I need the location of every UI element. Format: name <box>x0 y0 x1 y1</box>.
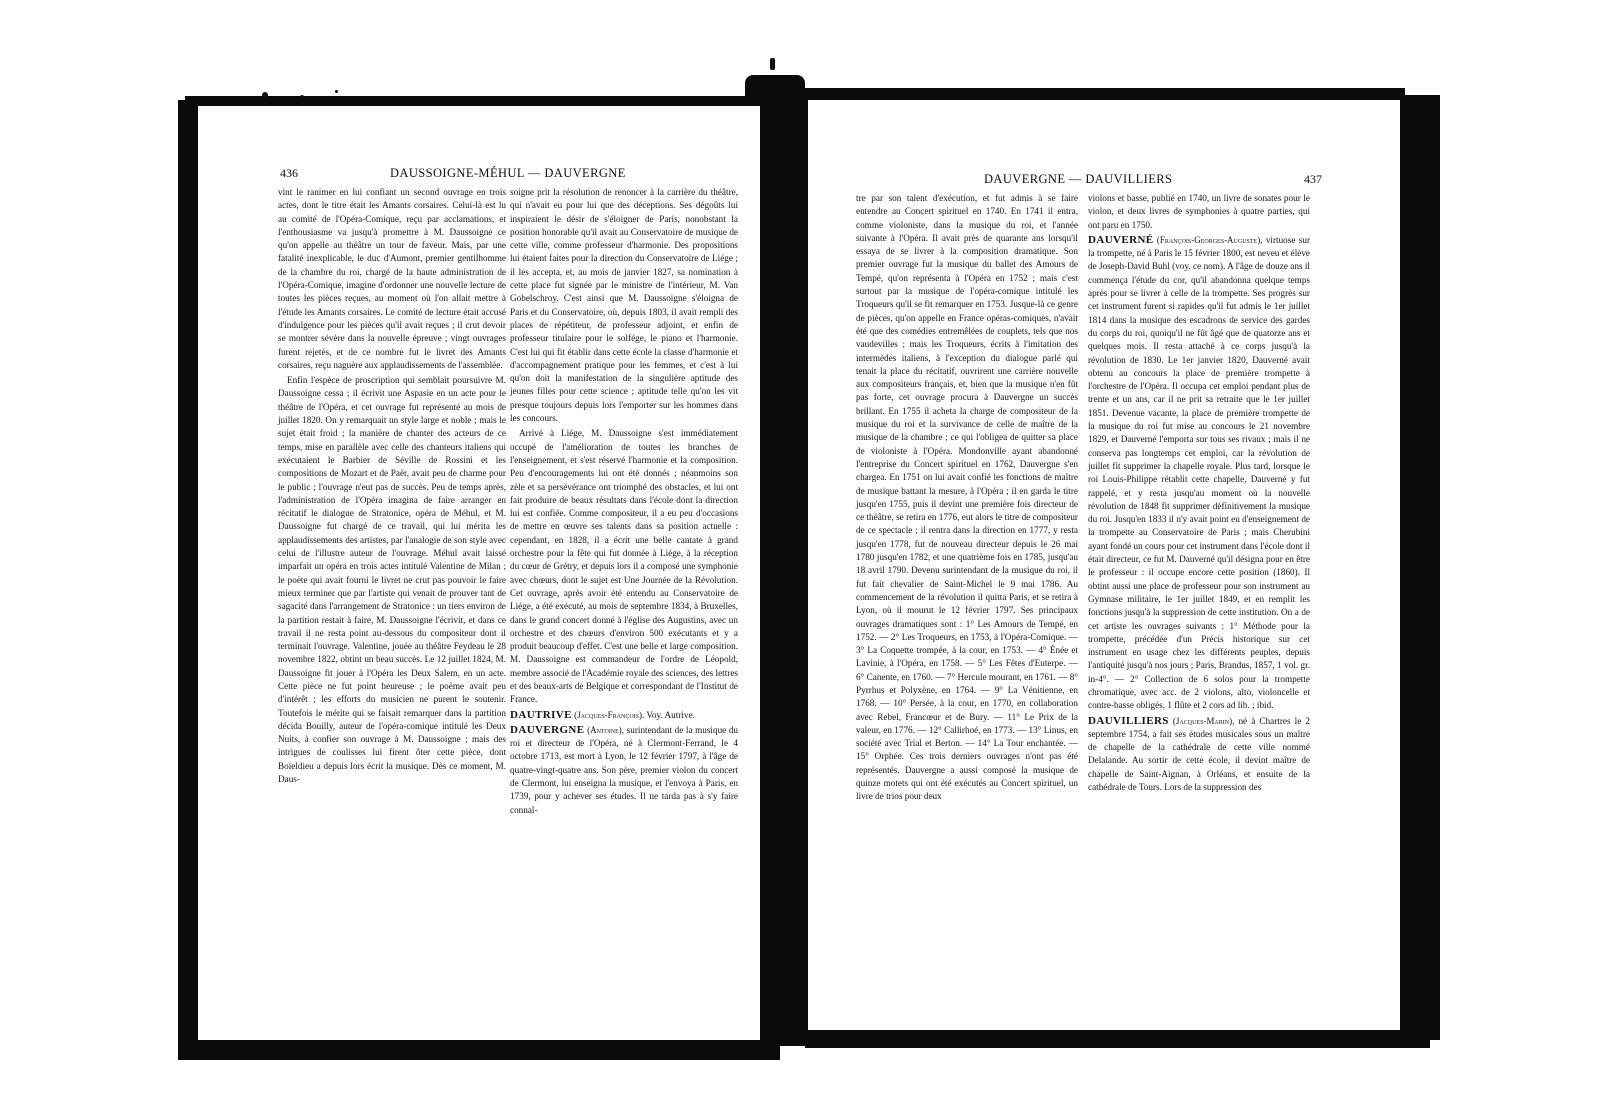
headword: DAUTRIVE <box>510 708 572 721</box>
scan-speck <box>262 92 268 98</box>
scan-edge-left-bottom <box>185 1040 780 1060</box>
scan-speck <box>770 58 775 70</box>
scan-speck <box>300 95 304 99</box>
paragraph: violons et basse, publié en 1740, un livre de sonates pour le violon, et deux livres de symphonies à quatre parties, qui ont paru en 1750. <box>1088 193 1310 230</box>
entry-names: (Antoine), <box>587 724 625 735</box>
right-page-column-2 <box>1088 192 1310 1022</box>
page-number-left: 436 <box>280 166 298 180</box>
paragraph: Enfin l'espèce de proscription qui semblait poursuivre M. Daussoigne cessa ; il écrivit une Aspasie en un acte pour le théâtre de l'Opéra, et cet ouvrage fut représenté au mois de juillet 1820. On y remarquait un style large et noble ; mais le sujet était froid ; la manière de chanter des acteurs de ce temps, mise en parallèle avec celle des chanteurs italiens qui exécutaient le Barbier de Séville de Rossini et les compositions de Mozart et de Paër, avait peu de charme pour le public ; l'ouvrage n'eut pas de succès. Peu de temps après, l'administration de l'Opéra imagina de faire arranger en récitatif le dialogue de Stratonice, opéra de Méhul, et M. Daussoigne fut chargé de ce travail, qui lui mérita les applaudissements des artistes, par l'analogie de son style avec celui de l'illustre auteur de l'ouvrage. Méhul avait laissé imparfait un opéra en trois actes intitulé Valentine de Milan ; le poëte qui avait fourni le livret ne crut pas pouvoir le faire mieux terminer que par l'artiste qui venait de prouver tant de sagacité dans l'arrangement de Stratonice : un tiers environ de la partition restait à faire, M. Daussoigne l'écrivit, et dans ce travail il ne resta point au-dessous du compositeur dont il terminait l'ouvrage. Valentine, jouée au théâtre Feydeau le 28 novembre 1822, obtint un beau succès. Le 12 juillet 1824, M. Daussoigne fit jouer à l'Opéra les Deux Salem, en un acte. Cette pièce ne fut point heureuse ; le poëme avait peu d'intérêt ; les efforts du musicien ne purent le soutenir. Toutefois le mérite qui se faisait remarquer dans la partition décida Bouilly, auteur de l'opéra-comique intitulé les Deux Nuits, à confier son ouvrage à M. Daussoigne ; mais des intrigues de coulisses lui firent ôter cette pièce, dont Boieldieu a depuis lors écrit la musique. Dès ce moment, M. Daus- <box>278 375 506 785</box>
paragraph: tre par son talent d'exécution, et fut admis à se faire entendre au Concert spirituel en 1740. En 1741 il entra, comme violoniste, dans la musique du roi, et l'année suivante à l'Opéra. Il avait près de quarante ans lorsqu'il essaya de se livrer à la composition dramatique. Son premier ouvrage fut la musique du ballet des Amours de Tempé, qu'on représenta à l'Opéra en 1752 ; mais c'est surtout par la musique de l'opéra-comique intitulé les Troqueurs qu'il se fit remarquer en 1753. Jusque-là ce genre de pièces, qu'on appelle en France opéras-comiques, n'avait été que des comédies entremêlées de couplets, tels que nos vaudevilles ; mais les Troqueurs, écrits à l'imitation des intermèdes italiens, à l'exception du dialogue parlé qui tenait la place du récitatif, ouvrirent une carrière nouvelle aux compositeurs français, et, bien que la musique n'en fût pas forte, cet ouvrage procura à Dauvergne un succès brillant. En 1755 il acheta la charge de compositeur de la musique du roi et la survivance de celle de maître de la musique de la chambre ; ce qui l'obligea de quitter sa place de violoniste à l'Opéra. Mondonville ayant abandonné l'entreprise du Concert spirituel en 1762, Dauvergne s'en chargea. En 1751 on lui avait confié les fonctions de maître de musique battant la mesure, à l'Opéra ; il en garda le titre jusqu'en 1755, puis il devint une première fois directeur de ce théâtre, se retira en 1776, eut alors le titre de compositeur de ce spectacle ; il rentra dans la direction en 1777, y resta jusqu'en 1778, fut de nouveau directeur depuis le 26 mai 1780 jusqu'en 1782, et une quatrième fois en 1785, jusqu'au 18 avril 1790. Devenu surintendant de la musique du roi, il fut fait chevalier de Saint-Michel le 9 mai 1786. Au commencement de la révolution il quitta Paris, et se retira à Lyon, où il mourut le 12 février 1797. Ses principaux ouvrages dramatiques sont : 1° Les Amours de Tempé, en 1752. — 2° Les Troqueurs, en 1753, à l'Opéra-Comique. — 3° La Coquette trompée, à la cour, en 1753. — 4° Énée et Lavinie, à l'Opéra, en 1758. — 5° Les Fêtes d'Euterpe. — 6° Canente, en 1760. — 7° Hercule mourant, en 1761. — 8° Pyrrhus et Polyxène, en 1764. — 9° La Vénitienne, en 1768. — 10° Persée, à la cour, en 1770, en collaboration avec Rebel, Francœur et de Bury. — 11° Le Prix de la valeur, en 1776. — 12° Callirhoé, en 1773. — 13° Linus, en société avec Trial et Berton. — 14° La Tour enchantée. — 15° Orphée. Ces trois derniers ouvrages n'ont pas été représentés. Dauvergne a aussi composé la musique de quinze motets qui ont été exécutés au Concert spirituel, un livre de trios pour deux <box>856 193 1078 802</box>
entry-dautrive <box>510 709 738 722</box>
scan-edge-left-top <box>185 96 780 106</box>
entry-dauvilliers <box>1088 715 1310 795</box>
running-head-right: DAUVERGNE — DAUVILLIERS <box>984 172 1173 186</box>
paragraph: vint le ranimer en lui confiant un second ouvrage en trois actes, dont le titre était les Amants corsaires. Celui-là est lu au comité de l'Opéra-Comique, reçu par acclamations, et l'enthousiasme va jusqu'à promettre à M. Daussoigne ce qu'on appelle au théâtre un tour de faveur. Mais, par une fatalité inexplicable, le duc d'Aumont, premier gentilhomme de la chambre du roi, chargé de la haute administration de l'Opéra-Comique, imagine d'ordonner une nouvelle lecture de toutes les pièces reçues, au moment où l'on allait mettre à l'étude les Amants corsaires. Le comité de lecture était accusé d'indulgence pour les pièces qu'il avait reçues ; il crut devoir se montrer sévère dans la nouvelle épreuve ; vingt ouvrages furent rejetés, et de ce nombre fut le livret des Amants corsaires, reçu naguère aux applaudissements de l'assemblée. <box>278 187 506 370</box>
page-number-right: 437 <box>1304 172 1322 186</box>
left-page <box>198 106 760 1040</box>
headword: DAUVILLIERS <box>1088 714 1169 727</box>
paragraph: Arrivé à Liége, M. Daussoigne s'est immédiatement occupé de l'amélioration de toutes les branches de l'enseignement, et s'est réservé l'harmonie et la composition. Peu d'encouragements lui ont été donnés ; néanmoins son zèle et sa persévérance ont triomphé des obstacles, et lui ont fait produire de beaux résultats dans l'école dont la direction lui est confiée. Comme compositeur, il a eu peu d'occasions de mettre en œuvre ses talents dans sa position actuelle : cependant, en 1828, il a écrit une belle cantate à grand orchestre pour la fête qui fut donnée à Liége, à la réception du cœur de Grétry, et depuis lors il a composé une symphonie avec chœurs, dont le sujet est Une Journée de la Révolution. Cet ouvrage, après avoir été entendu au Conservatoire de Liége, a été exécuté, au mois de septembre 1834, à Bruxelles, dans le grand concert donné à l'église des Augustins, avec un orchestre et des chœurs d'environ 500 exécutants et y a produit beaucoup d'effet. C'est une belle et large composition. M. Daussoigne est commandeur de l'ordre de Léopold, membre associé de l'Académie royale des sciences, des lettres et des beaux-arts de Belgique et correspondant de l'Institut de France. <box>510 428 738 705</box>
scan-edge-right <box>1395 95 1440 1040</box>
right-page-column-1 <box>856 192 1078 1022</box>
scan-spine-blob <box>745 75 805 105</box>
entry-dauvergne <box>510 724 738 817</box>
entry-text: né à Chartres le 2 septembre 1754, a fait ses études musicales sous un maître de chapelle de la cathédrale de cette ville nommé Delalande. Au sortir de cette école, il devint maître de chapelle de Saint-Aignan, à Orléans, et ensuite de la cathédrale de Tours. Lors de la suppression des <box>1088 715 1310 793</box>
paragraph: soigne prit la résolution de renoncer à la carrière du théâtre, qui n'avait eu pour lui que des déceptions. Ses dégoûts lui inspiraient le désir de s'éloigner de Paris, nonobstant la position honorable qu'il avait au Conservatoire de musique de cette ville, comme professeur d'harmonie. Des propositions lui étaient faites pour la direction du Conservatoire de Liége ; il les accepta, et, au mois de janvier 1827, sa nomination à cette place fut signée par le ministre de l'intérieur, M. Van Gobelschroy. C'est ainsi que M. Daussoigne s'éloigna de Paris et du Conservatoire, où, depuis 1803, il avait rempli des places de répétiteur, de professeur adjoint, et enfin de professeur titulaire pour le solfége, le piano et l'harmonie. C'est lui qui fit établir dans cette école la classe d'harmonie et d'accompagnement pratique pour les femmes, et c'est à lui qu'on doit la manifestation de la singulière aptitude des jeunes filles pour cette science ; aptitude telle qu'on les vit presque toujours depuis lors l'emporter sur les hommes dans les concours. <box>510 187 738 424</box>
entry-names: (François-Georges-Auguste), <box>1156 234 1263 245</box>
entry-dauverne <box>1088 234 1310 713</box>
entry-text: Voy. Autrive. <box>646 709 695 720</box>
scan-speck <box>335 90 338 93</box>
entry-names: (Jacques-François). <box>574 709 645 720</box>
left-page-column-1 <box>278 186 506 1022</box>
entry-text: surintendant de la musique du roi et directeur de l'Opéra, né à Clermont-Ferrand, le 4 octobre 1713, est mort à Lyon, le 12 février 1797, à l'âge de quatre-vingt-quatre ans. Son père, premier violon du concert de Clermont, lui enseigna la musique, et l'envoya à Paris, en 1739, pour y achever ses études. Il ne tarda pas à s'y faire connaî- <box>510 724 739 815</box>
entry-text: virtuose sur la trompette, né à Paris le 15 février 1800, est neveu et élève de Joseph-David Buhl (voy. ce nom). A l'âge de douze ans il commença l'étude du cor, qu'il abandonna quelque temps après pour se livrer à celle de la trompette. Ses progrès sur cet instrument furent si rapides qu'il fut admis le 1er juillet 1814 dans la musique des escadrons de service des gardes du corps du roi, quoiqu'il ne fût âgé que de quatorze ans et quelques mois. Il resta attaché à ce corps jusqu'à la révolution de 1830. Le 1er janvier 1820, Dauverné avait obtenu au concours la place de première trompette à l'orchestre de l'Opéra. Il occupa cet emploi pendant plus de trente et un ans, car il ne prit sa retraite que le 1er juillet 1851. Devenue vacante, la place de première trompette de la musique du roi fut mise au concours le 21 novembre 1829, et Dauverné l'emporta sur tous ses rivaux ; mais il ne conserva pas longtemps cet emploi, car la révolution de juillet fit supprimer la chapelle royale. Plus tard, lorsque le roi Louis-Philippe rétablit cette chapelle, Dauverné y fut rappelé, et y resta jusqu'au moment où la nouvelle révolution de 1848 fit supprimer définitivement la musique du roi. Jusqu'en 1833 il n'y avait point eu d'enseignement de la trompette au Conservatoire de Paris ; mais Cherubini ayant fondé un cours pour cet instrument dans l'école dont il était directeur, ce fut M. Dauverné qu'il désigna pour en être le professeur : il occupe encore cette position (1860). Il obtint aussi une place de professeur pour son instrument au Gymnase militaire, le 1er juillet 1849, et en remplit les fonctions jusqu'à la suppression de cette institution. On a de cet artiste les ouvrages suivants : 1° Méthode pour la trompette, précédée d'un Précis historique sur cet instrument en usage chez les différents peuples, depuis l'antiquité jusqu'à nos jours ; Paris, Brandus, 1857, 1 vol. gr. in-4°. — 2° Collection de 6 solos pour la trompette chromatique, avec acc. de 2 violons, alto, violoncelle et contre-basse obligés, 1 flûte et 2 cors ad lib. ; ibid. <box>1088 234 1310 711</box>
headword: DAUVERGNE <box>510 723 585 736</box>
scan-edge-right-bottom <box>805 1030 1430 1048</box>
headword: DAUVERNÉ <box>1088 233 1154 246</box>
scan-edge-right-top <box>800 88 1405 100</box>
scan-edge-left <box>178 100 198 1060</box>
entry-names: (Jacques-Marin), <box>1172 715 1235 726</box>
running-head-left: DAUSSOIGNE-MÉHUL — DAUVERGNE <box>390 166 626 180</box>
left-page-column-2 <box>510 186 738 1022</box>
right-page <box>808 100 1400 1030</box>
